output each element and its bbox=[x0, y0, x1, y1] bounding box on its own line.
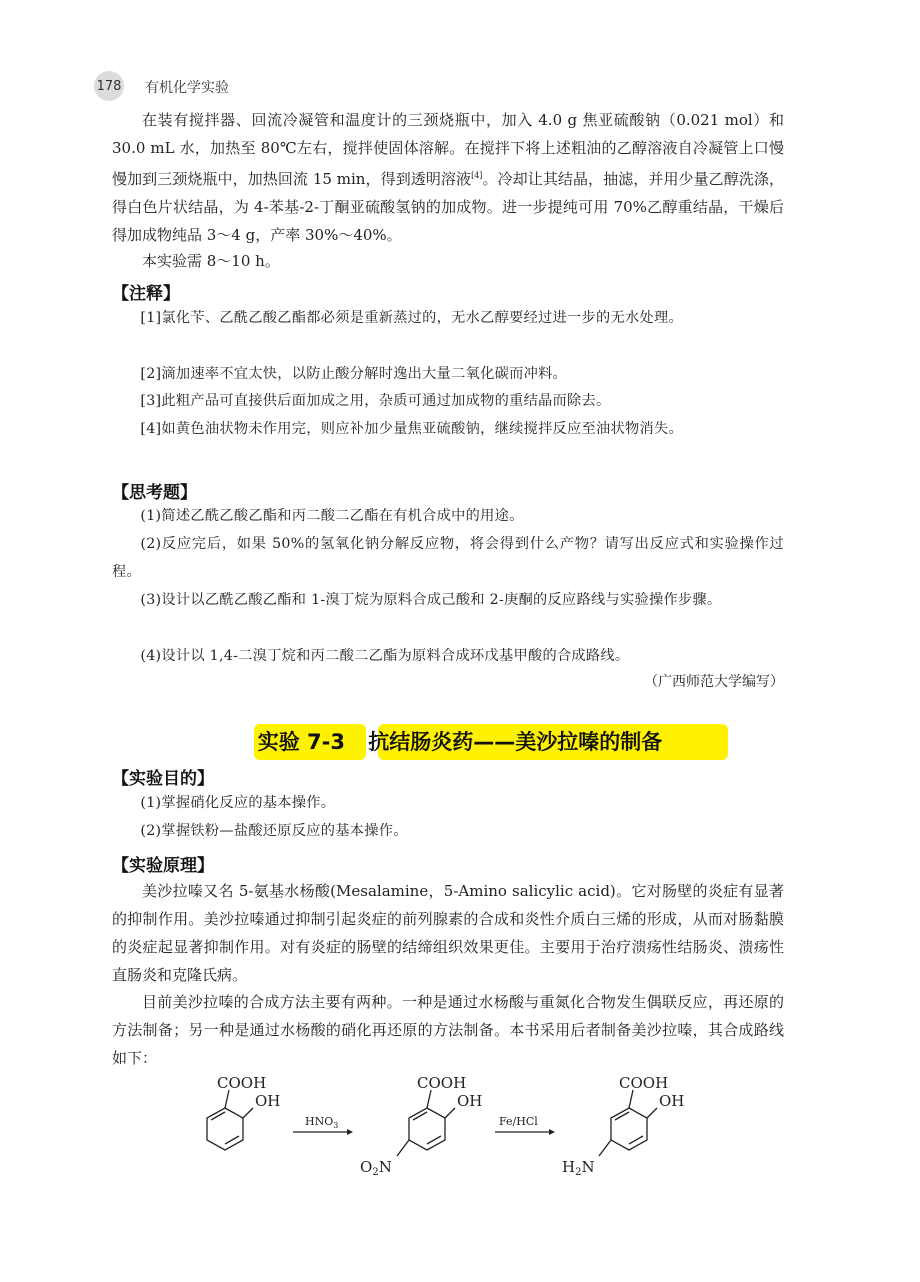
oh-label-3: OH bbox=[659, 1092, 685, 1110]
reagent-1: $HNO_3$ bbox=[305, 1115, 339, 1130]
cooh-label-3: COOH bbox=[619, 1074, 669, 1092]
arrowhead-1 bbox=[347, 1129, 353, 1135]
synthesis-scheme bbox=[195, 1070, 715, 1180]
oh-label-1: OH bbox=[255, 1092, 281, 1110]
experiment-title bbox=[0, 724, 920, 758]
note-item-4: [4]如黄色油状物未作用完，则应补加少量焦亚硫酸钠，继续搅拌反应至油状物消失。 bbox=[140, 421, 683, 437]
principle-heading: 【实验原理】 bbox=[112, 856, 214, 876]
arrowhead-2 bbox=[549, 1129, 555, 1135]
cooh-label-2: COOH bbox=[417, 1074, 467, 1092]
principle-paragraph-2: 目前美沙拉嗪的合成方法主要有两种。一种是通过水杨酸与重氮化合物发生偶联反应，再还原的方法制备；另一种是通过水杨酸的硝化再还原的方法制备。本书采用后者制备美沙拉嗪，其合成路线如下： bbox=[112, 993, 784, 1067]
oh-label-2: OH bbox=[457, 1092, 483, 1110]
questions-heading: 【思考题】 bbox=[112, 483, 197, 503]
notes-heading: 【注释】 bbox=[112, 284, 180, 304]
question-item-4: (4)设计以 1,4-二溴丁烷和丙二酸二乙酯为原料合成环戊基甲酸的合成路线。 bbox=[140, 648, 630, 664]
title-number: 实验 7-3 bbox=[257, 730, 345, 754]
nitro-salicylic-acid-structure bbox=[397, 1090, 455, 1156]
note-item-1: [1]氯化苄、乙酰乙酸乙酯都必须是重新蒸过的，无水乙醇要经过进一步的无水处理。 bbox=[140, 310, 683, 326]
mesalamine-structure bbox=[599, 1090, 657, 1156]
question-item-1: (1)简述乙酰乙酸乙酯和丙二酸二乙酯在有机合成中的用途。 bbox=[140, 508, 524, 524]
reagent-2: Fe/HCl bbox=[499, 1115, 538, 1128]
running-head: 有机化学实验 bbox=[145, 80, 229, 96]
nitro-label: $O_2N$ bbox=[360, 1158, 392, 1178]
question-item-3: (3)设计以乙酰乙酸乙酯和 1-溴丁烷为原料合成己酸和 2-庚酮的反应路线与实验操作步骤。 bbox=[140, 592, 722, 608]
purpose-heading: 【实验目的】 bbox=[112, 769, 214, 789]
footnote-ref-4: [4] bbox=[471, 171, 483, 180]
question-item-2: (2)反应完后，如果 50%的氢氧化钠分解反应物，将会得到什么产物？请写出反应式和实验操作过程。 bbox=[112, 536, 784, 580]
body-paragraph-1-text: 在装有搅拌器、回流冷凝管和温度计的三颈烧瓶中，加入 4.0 g 焦亚硫酸钠（0.021 mol）和 30.0 mL 水，加热至 80℃左右，搅拌使固体溶解。在搅拌下将上述粗油的乙醇溶液自冷凝管上口慢慢加到三颈烧瓶中，加热回流 15 min，得到透明溶液 bbox=[112, 111, 784, 188]
title-name: 抗结肠炎药——美沙拉嗪的制备 bbox=[368, 730, 663, 754]
page-number: 178 bbox=[94, 71, 124, 101]
body-paragraph-2: 本实验需 8～10 h。 bbox=[142, 252, 280, 270]
note-item-3: [3]此粗产品可直接供后面加成之用，杂质可通过加成物的重结晶而除去。 bbox=[140, 393, 611, 409]
body-paragraph-1 bbox=[112, 106, 784, 249]
note-item-2: [2]滴加速率不宜太快，以防止酸分解时逸出大量二氧化碳而冲料。 bbox=[140, 366, 568, 382]
cooh-label-1: COOH bbox=[217, 1074, 267, 1092]
purpose-item-1: (1)掌握硝化反应的基本操作。 bbox=[140, 795, 336, 811]
amino-label: $H_2N$ bbox=[562, 1158, 595, 1178]
salicylic-acid-structure bbox=[207, 1090, 253, 1150]
principle-paragraph-1: 美沙拉嗪又名 5-氨基水杨酸(Mesalamine，5-Amino salicylic acid)。它对肠壁的炎症有显著的抑制作用。美沙拉嗪通过抑制引起炎症的前列腺素的合成和炎性介质白三烯的形成，从而对肠黏膜的炎症起显著抑制作用。对有炎症的肠壁的结缔组织效果更佳。主要用于治疗溃疡性结肠炎、溃疡性直肠炎和克隆氏病。 bbox=[112, 882, 784, 984]
credit-line: （广西师范大学编写） bbox=[644, 674, 784, 690]
body-paragraph-1-tail: 。冷却让其结晶，抽滤，并用少量乙醇洗涤，得白色片状结晶，为 4-苯基-2-丁酮亚硫酸氢钠的加成物。进一步提纯可用 70%乙醇重结晶，干燥后得加成物纯品 3～4 g，产率 30%～40%。 bbox=[112, 170, 784, 244]
purpose-item-2: (2)掌握铁粉—盐酸还原反应的基本操作。 bbox=[140, 823, 408, 839]
